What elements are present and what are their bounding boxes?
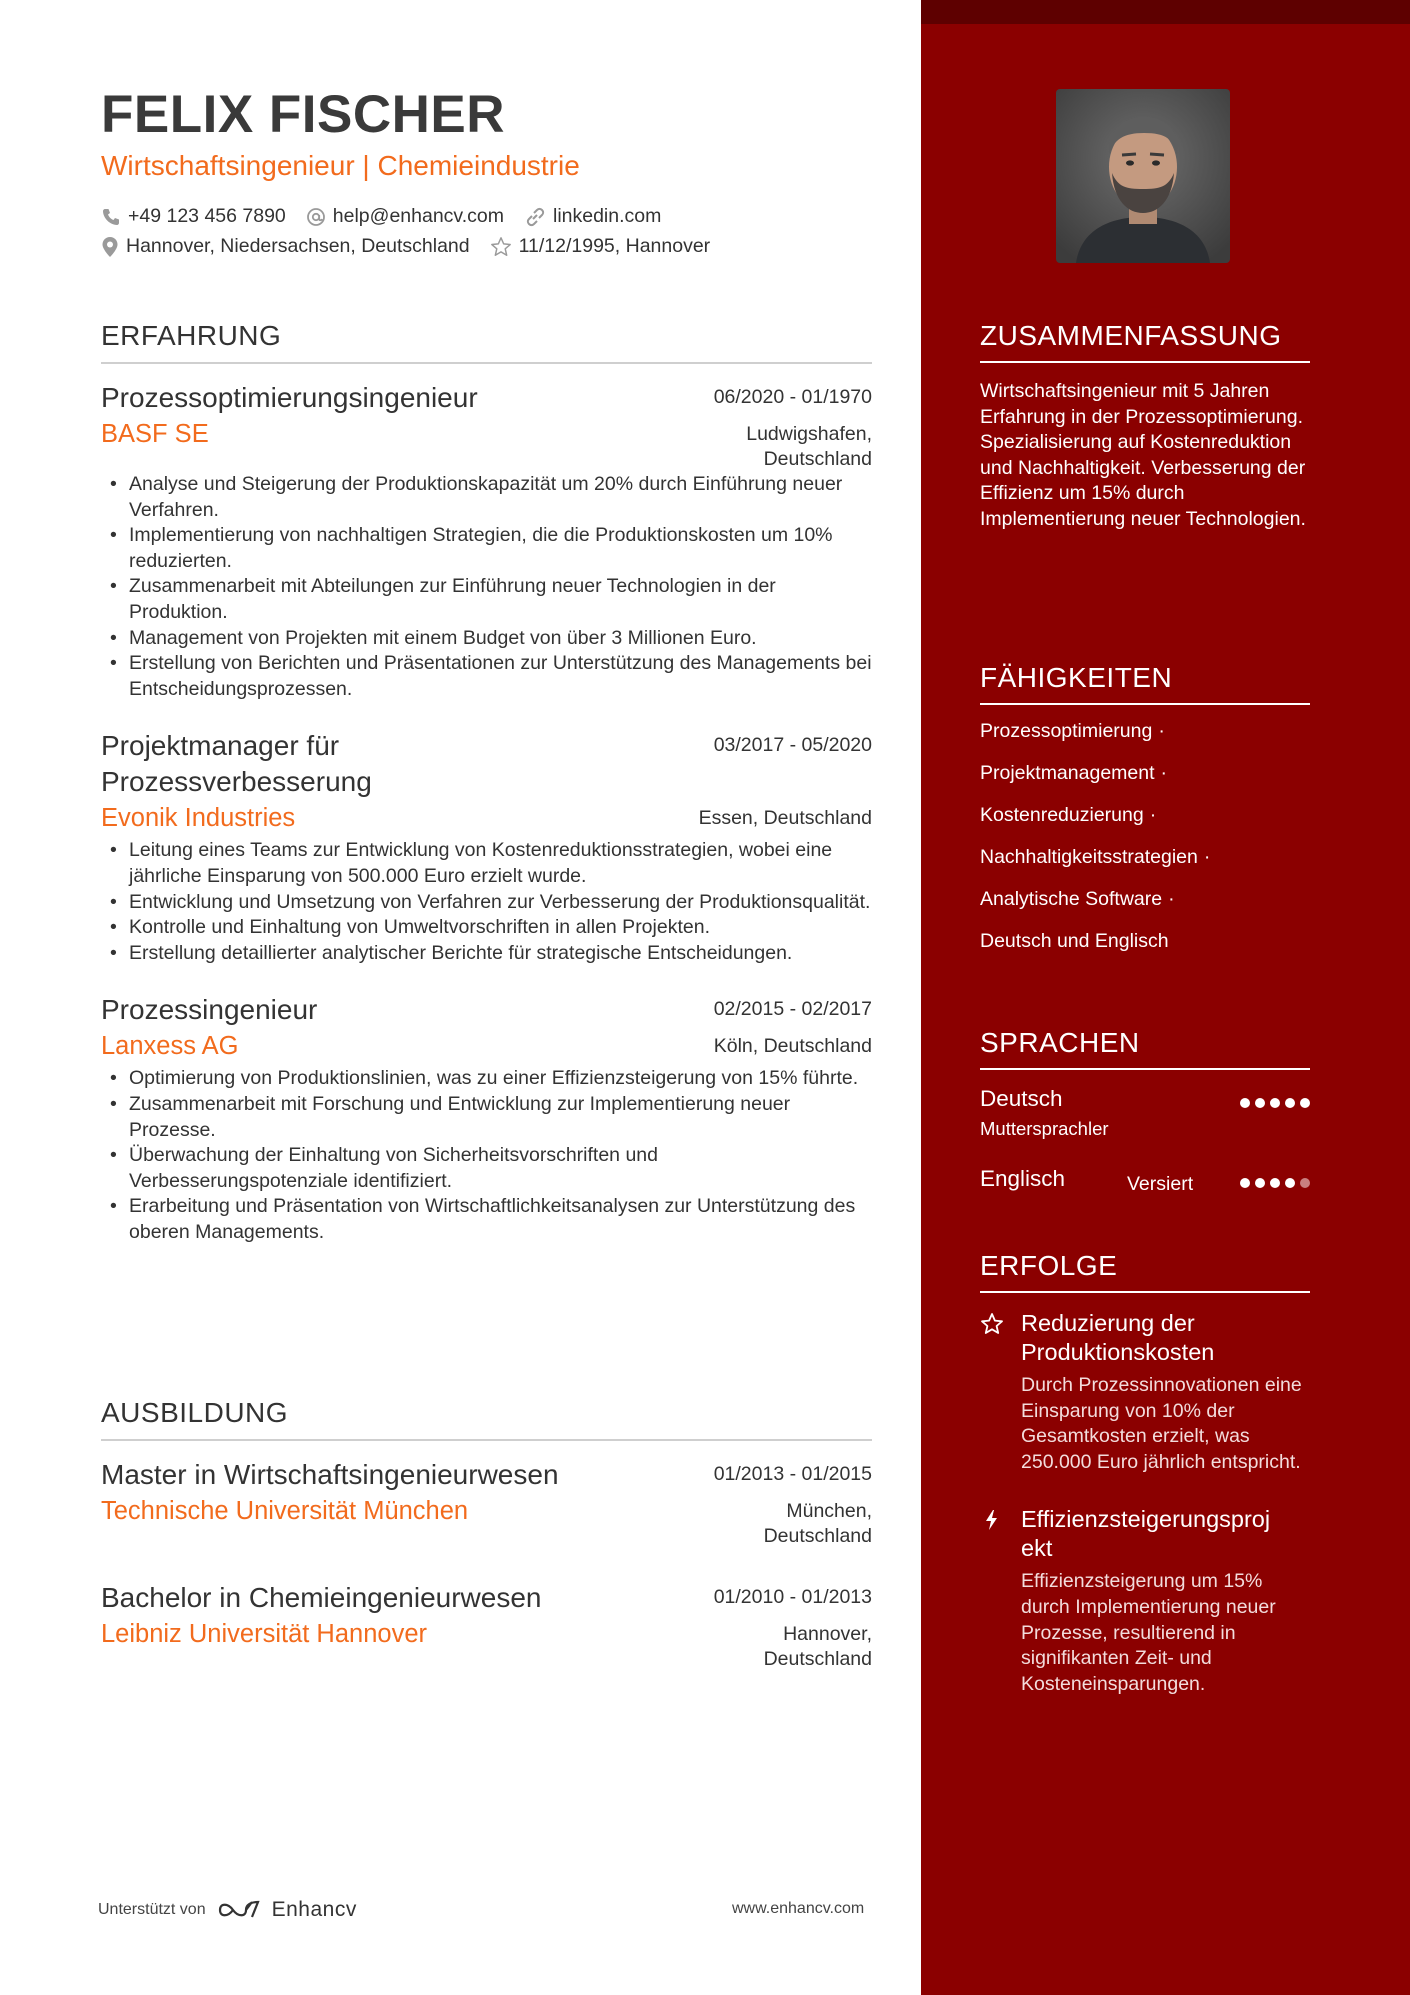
job-date: 06/2020 - 01/1970 bbox=[713, 386, 872, 408]
language-name: Englisch bbox=[980, 1166, 1066, 1191]
job-entry bbox=[101, 380, 872, 702]
education-location bbox=[764, 1499, 872, 1549]
skill-label: Prozessoptimierung bbox=[980, 720, 1153, 742]
skill-label: Kostenreduzierung bbox=[980, 804, 1144, 826]
education-date: 01/2013 - 01/2015 bbox=[713, 1463, 872, 1485]
summary-title: ZUSAMMENFASSUNG bbox=[980, 320, 1310, 363]
bullet-item: • Analyse und Steigerung der Produktionskapazität um 20% durch Einführung neuer Verfahren. bbox=[101, 472, 872, 523]
rating-dot-filled bbox=[1270, 1178, 1280, 1188]
skill-label: Analytische Software bbox=[980, 888, 1163, 910]
bullet-item: • Kontrolle und Einhaltung von Umweltvorschriften in allen Projekten. bbox=[101, 915, 872, 941]
skill-item bbox=[980, 887, 1310, 929]
rating-dot-filled bbox=[1285, 1178, 1295, 1188]
skill-separator: · bbox=[1203, 846, 1211, 868]
language-row bbox=[980, 1086, 1310, 1166]
contact-row-1 bbox=[101, 205, 681, 228]
skill-item bbox=[980, 803, 1310, 845]
achievement-item bbox=[980, 1309, 1310, 1475]
education-entry bbox=[101, 1580, 872, 1676]
job-location bbox=[746, 422, 872, 472]
experience-section bbox=[101, 320, 872, 1245]
job-location: Essen, Deutschland bbox=[698, 807, 872, 830]
bullet-item: • Zusammenarbeit mit Abteilungen zur Einführung neuer Technologien in der Produktion. bbox=[101, 574, 872, 625]
language-level: Versiert bbox=[1127, 1173, 1194, 1195]
sidebar-top-band bbox=[921, 0, 1410, 24]
languages-section bbox=[980, 1027, 1310, 1226]
bullet-item: • Management von Projekten mit einem Budget von über 3 Millionen Euro. bbox=[101, 626, 872, 652]
job-title: Prozessingenieur bbox=[101, 994, 318, 1026]
achievement-title: Reduzierung der Produktionskosten bbox=[1021, 1310, 1215, 1365]
bullet-item: • Erstellung von Berichten und Präsentationen zur Unterstützung des Managements bei Entscheidungsprozessen. bbox=[101, 651, 872, 702]
achievements-section bbox=[980, 1250, 1310, 1727]
linkedin-text: linkedin.com bbox=[552, 205, 662, 227]
languages-title: SPRACHEN bbox=[980, 1027, 1310, 1070]
job-title-line: Prozessverbesserung bbox=[101, 766, 372, 798]
summary-section bbox=[980, 320, 1310, 533]
rating-dot-filled bbox=[1240, 1098, 1250, 1108]
bullet-item: • Überwachung der Einhaltung von Sicherheitsvorschriften und Verbesserungspotenziale identifiziert. bbox=[101, 1143, 872, 1194]
achievements-title: ERFOLGE bbox=[980, 1250, 1310, 1293]
bullet-item: • Optimierung von Produktionslinien, was zu einer Effizienzsteigerung von 15% führte. bbox=[101, 1066, 872, 1092]
job-company: Lanxess AG bbox=[101, 1032, 239, 1061]
rating-dot-filled bbox=[1255, 1178, 1265, 1188]
education-location bbox=[764, 1622, 872, 1672]
education-location-line: München, bbox=[786, 1500, 872, 1522]
bullet-item: • Leitung eines Teams zur Entwicklung von Kostenreduktionsstrategien, wobei eine jährliche Einsparung von 500.000 Euro erzielt wurde. bbox=[101, 838, 872, 889]
education-section bbox=[101, 1397, 872, 1676]
education-title: AUSBILDUNG bbox=[101, 1397, 872, 1441]
profile-photo bbox=[1056, 89, 1230, 263]
job-location-line: Deutschland bbox=[763, 448, 872, 470]
rating-dot-filled bbox=[1285, 1098, 1295, 1108]
star-icon bbox=[490, 236, 512, 258]
footer-powered-by bbox=[98, 1897, 357, 1923]
link-icon bbox=[524, 207, 546, 227]
rating-dot-filled bbox=[1240, 1178, 1250, 1188]
skill-separator: · bbox=[1160, 762, 1168, 784]
achievement-title-line: Effizienzsteigerungsproj bbox=[1021, 1506, 1271, 1533]
bullet-item: • Zusammenarbeit mit Forschung und Entwicklung zur Implementierung neuer Prozesse. bbox=[101, 1092, 872, 1143]
job-bullets bbox=[101, 1066, 872, 1245]
phone-icon bbox=[101, 207, 121, 227]
education-entry bbox=[101, 1457, 872, 1553]
summary-text: Wirtschaftsingenieur mit 5 Jahren Erfahrung in der Prozessoptimierung. Spezialisierung auf Kostenreduktion und Nachhaltigkeit. Verbesserung der Effizienz um 15% durch Implementierung neuer Technologien. bbox=[980, 380, 1306, 530]
achievement-desc: Effizienzsteigerung um 15% durch Implementierung neuer Prozesse, resultierend in signifikanten Zeit- und Kosteneinsparungen. bbox=[1021, 1570, 1276, 1695]
candidate-role: Wirtschaftsingenieur | Chemieindustrie bbox=[101, 150, 580, 181]
location-pin-icon bbox=[101, 236, 119, 258]
education-school: Leibniz Universität Hannover bbox=[101, 1620, 427, 1648]
education-location-line: Deutschland bbox=[763, 1525, 872, 1547]
job-location-line: Ludwigshafen, bbox=[746, 423, 872, 445]
language-rating bbox=[1240, 1178, 1310, 1188]
rating-dot-empty bbox=[1300, 1178, 1310, 1188]
language-rating bbox=[1240, 1098, 1310, 1108]
job-location: Köln, Deutschland bbox=[713, 1035, 872, 1058]
skill-item bbox=[980, 761, 1310, 803]
skill-item bbox=[980, 719, 1310, 761]
achievement-item bbox=[980, 1505, 1310, 1697]
contact-linkedin[interactable] bbox=[524, 205, 661, 228]
contact-email[interactable] bbox=[306, 205, 504, 228]
education-degree: Master in Wirtschaftsingenieurwesen bbox=[101, 1459, 559, 1490]
language-level: Muttersprachler bbox=[980, 1118, 1109, 1139]
skill-separator: · bbox=[1149, 804, 1157, 826]
bullet-item: • Implementierung von nachhaltigen Strategien, die die Produktionskosten um 10% reduzierten. bbox=[101, 523, 872, 574]
at-icon bbox=[306, 207, 326, 227]
contact-phone[interactable] bbox=[101, 205, 286, 228]
job-entry bbox=[101, 992, 872, 1245]
enhancv-logo-icon bbox=[216, 1897, 266, 1923]
bullet-item: • Erstellung detaillierter analytischer Berichte für strategische Entscheidungen. bbox=[101, 941, 872, 967]
skill-label: Deutsch und Englisch bbox=[980, 930, 1169, 952]
language-name: Deutsch bbox=[980, 1086, 1063, 1111]
skills-section bbox=[980, 662, 1310, 971]
skill-label: Projektmanagement bbox=[980, 762, 1155, 784]
job-date: 03/2017 - 05/2020 bbox=[713, 734, 872, 757]
bolt-icon bbox=[980, 1508, 1004, 1532]
education-degree: Bachelor in Chemieingenieurwesen bbox=[101, 1582, 542, 1613]
job-bullets bbox=[101, 472, 872, 702]
job-company: BASF SE bbox=[101, 420, 209, 448]
achievement-desc: Durch Prozessinnovationen eine Einsparung von 10% der Gesamtkosten erzielt, was 250.000 Euro jährlich entspricht. bbox=[1021, 1374, 1302, 1473]
bullet-item: • Erarbeitung und Präsentation von Wirtschaftlichkeitsanalysen zur Unterstützung des oberen Managements. bbox=[101, 1194, 872, 1245]
phone-text: +49 123 456 7890 bbox=[128, 205, 286, 227]
skill-item bbox=[980, 929, 1310, 971]
education-date: 01/2010 - 01/2013 bbox=[713, 1586, 872, 1608]
skill-separator: · bbox=[1158, 720, 1165, 742]
footer-website[interactable]: www.enhancv.com bbox=[732, 1900, 865, 1917]
contact-birth bbox=[490, 235, 711, 258]
email-text: help@enhancv.com bbox=[332, 205, 504, 227]
job-company: Evonik Industries bbox=[101, 804, 296, 833]
education-school: Technische Universität München bbox=[101, 1497, 469, 1525]
rating-dot-filled bbox=[1255, 1098, 1265, 1108]
powered-by-text: Unterstützt von bbox=[98, 1901, 206, 1918]
birth-text: 11/12/1995, Hannover bbox=[518, 235, 711, 257]
skills-title: FÄHIGKEITEN bbox=[980, 662, 1310, 705]
achievement-title-line: ekt bbox=[1021, 1535, 1053, 1562]
location-text: Hannover, Niedersachsen, Deutschland bbox=[126, 235, 470, 257]
candidate-name: FELIX FISCHER bbox=[101, 85, 506, 144]
language-row bbox=[980, 1166, 1310, 1226]
experience-title: ERFAHRUNG bbox=[101, 320, 872, 364]
job-entry bbox=[101, 728, 872, 966]
rating-dot-filled bbox=[1270, 1098, 1280, 1108]
contact-row-2 bbox=[101, 235, 730, 258]
education-location-line: Deutschland bbox=[763, 1648, 872, 1670]
job-title-line: Projektmanager für bbox=[101, 730, 340, 762]
bullet-item: • Entwicklung und Umsetzung von Verfahren zur Verbesserung der Produktionsqualität. bbox=[101, 890, 872, 916]
skill-separator: · bbox=[1168, 888, 1175, 910]
brand-text: Enhancv bbox=[271, 1898, 357, 1921]
education-location-line: Hannover, bbox=[783, 1623, 872, 1645]
job-title: Prozessoptimierungsingenieur bbox=[101, 382, 478, 413]
rating-dot-filled bbox=[1300, 1098, 1310, 1108]
star-icon bbox=[980, 1312, 1004, 1336]
job-bullets bbox=[101, 838, 872, 966]
job-date: 02/2015 - 02/2017 bbox=[713, 998, 872, 1021]
skill-item bbox=[980, 845, 1310, 887]
contact-location bbox=[101, 235, 470, 258]
achievement-title bbox=[1021, 1505, 1310, 1563]
skill-label: Nachhaltigkeitsstrategien bbox=[980, 846, 1198, 868]
